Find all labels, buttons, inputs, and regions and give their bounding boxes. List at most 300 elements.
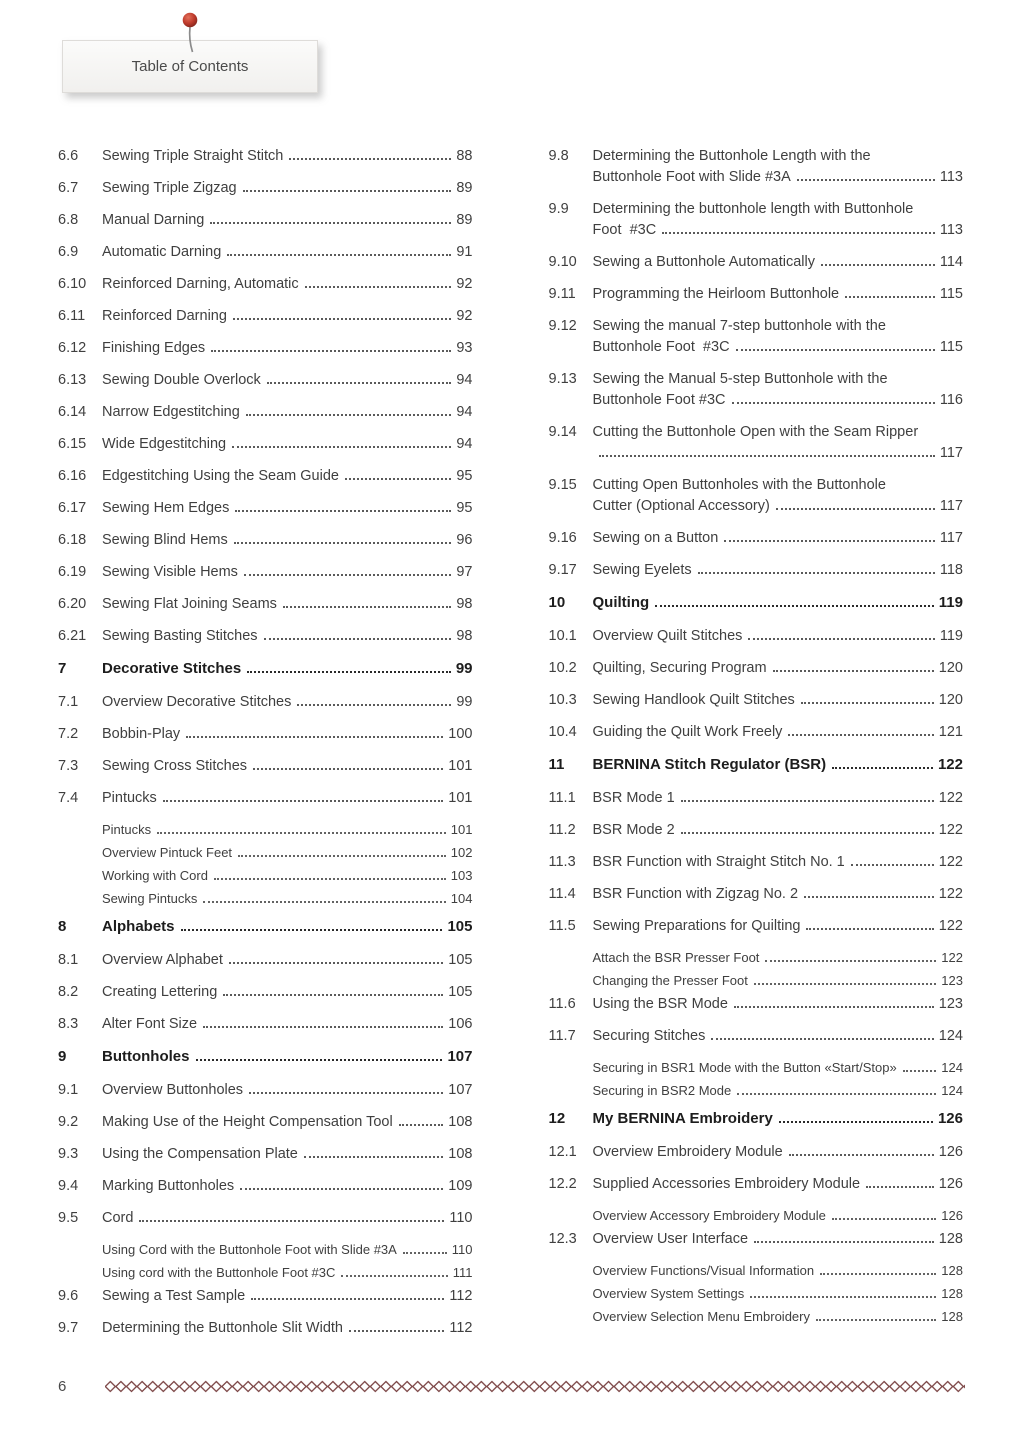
toc-entry-number: 9.11 <box>548 286 576 302</box>
toc-entry-number: 6.10 <box>58 276 87 292</box>
toc-entry-number: 6.18 <box>58 532 87 548</box>
toc-entry-title: Sewing the Manual 5-step Buttonhole with the <box>592 371 888 387</box>
toc-entry-title: Pintucks <box>102 790 157 806</box>
toc-entry <box>549 1108 964 1129</box>
toc-entry-page: 122 <box>938 886 963 902</box>
toc-entry-page: 89 <box>456 180 473 196</box>
toc-entry-body <box>102 756 473 777</box>
toc-entry <box>58 982 473 1003</box>
toc-entry-page: 128 <box>941 1263 963 1278</box>
toc-entry-number: 9 <box>58 1048 67 1065</box>
toc-entry-number: 6.19 <box>58 564 87 580</box>
toc-entry-body <box>102 146 473 167</box>
toc-entry-page: 102 <box>450 845 473 860</box>
dot-leader <box>734 1006 934 1008</box>
toc-entry-body <box>593 754 964 775</box>
toc-entry-title: Overview User Interface <box>592 1231 749 1247</box>
toc-entry <box>549 820 964 841</box>
toc-entry-body <box>102 889 473 908</box>
dot-leader <box>754 983 936 985</box>
toc-entry-page: 113 <box>939 169 963 185</box>
diamond-chain-border <box>105 1380 965 1393</box>
toc-entry <box>549 1058 964 1077</box>
toc-entry-body <box>593 1307 964 1326</box>
toc-entry-title: Buttonholes <box>102 1048 190 1065</box>
toc-entry-title: Sewing Pintucks <box>102 891 198 906</box>
toc-entry <box>549 1307 964 1326</box>
toc-tab <box>62 40 318 93</box>
toc-entry <box>58 820 473 839</box>
toc-entry-page: 97 <box>456 564 473 580</box>
toc-entry <box>58 1286 473 1307</box>
toc-entry-title: Buttonhole Foot #3C <box>592 392 726 408</box>
toc-entry-page: 92 <box>456 308 473 324</box>
dot-leader <box>345 478 451 480</box>
toc-entry-title: Cord <box>102 1210 134 1226</box>
toc-entry-body <box>102 306 473 327</box>
pin-icon <box>177 10 203 62</box>
toc-entry <box>58 466 473 487</box>
toc-entry <box>549 658 964 679</box>
toc-entry <box>58 434 473 455</box>
toc-entry-body <box>102 594 473 615</box>
toc-entry <box>549 316 964 358</box>
dot-leader <box>240 1188 443 1190</box>
dot-leader <box>655 605 934 607</box>
toc-entry <box>549 146 964 188</box>
toc-entry-page: 91 <box>456 244 473 260</box>
toc-entry <box>58 1112 473 1133</box>
toc-entry-number: 9.6 <box>58 1288 79 1304</box>
toc-entry <box>549 884 964 905</box>
toc-entry-number: 10 <box>548 594 566 611</box>
toc-entry-number: 9.2 <box>58 1114 79 1130</box>
dot-leader <box>211 350 451 352</box>
dot-leader <box>341 1275 447 1277</box>
toc-entry-title: Cutter (Optional Accessory) <box>592 498 770 514</box>
toc-entry-number: 6.14 <box>58 404 87 420</box>
toc-entry-number: 7.3 <box>58 758 79 774</box>
toc-entry-page: 95 <box>456 468 473 484</box>
toc-entry-title: Overview System Settings <box>592 1286 745 1301</box>
toc-entry-page: 104 <box>450 891 473 906</box>
toc-entry-number: 11.1 <box>548 790 576 806</box>
toc-entry-page: 101 <box>448 758 473 774</box>
toc-entry-number <box>58 889 102 908</box>
toc-entry-title: Sewing Handlook Quilt Stitches <box>592 692 795 708</box>
toc-entry-title: Sewing Double Overlock <box>102 372 261 388</box>
toc-entry-page: 114 <box>939 254 963 270</box>
toc-entry-body <box>102 498 473 519</box>
toc-entry-title: Narrow Edgestitching <box>102 404 240 420</box>
toc-entry-title: BSR Function with Straight Stitch No. 1 <box>592 854 845 870</box>
toc-entry-body <box>593 369 964 411</box>
toc-entry-body <box>102 866 473 885</box>
toc-entry-title: Sewing on a Button <box>592 530 719 546</box>
toc-entry-body <box>593 316 964 358</box>
toc-entry-title: Using Cord with the Buttonhole Foot with Slide #3A <box>102 1242 397 1257</box>
dot-leader <box>765 960 936 962</box>
toc-entry <box>58 889 473 908</box>
dot-leader <box>698 572 935 574</box>
toc-entry-body <box>102 1112 473 1133</box>
toc-entry-body <box>593 284 964 305</box>
toc-entry-number: 6.12 <box>58 340 87 356</box>
toc-entry-body <box>593 722 964 743</box>
toc-entry-body <box>593 994 964 1015</box>
dot-leader <box>662 232 935 234</box>
dot-leader <box>711 1038 933 1040</box>
toc-entry-body <box>593 1058 964 1077</box>
toc-entry-title: Foot #3C <box>592 222 657 238</box>
toc-entry-title: Supplied Accessories Embroidery Module <box>592 1176 861 1192</box>
dot-leader <box>163 800 443 802</box>
toc-entry-number: 9.17 <box>548 562 577 578</box>
dot-leader <box>779 1121 933 1123</box>
dot-leader <box>832 1218 936 1220</box>
toc-entry-title: Programming the Heirloom Buttonhole <box>592 286 840 302</box>
toc-entry-page: 122 <box>938 822 963 838</box>
toc-entry <box>58 1318 473 1339</box>
toc-entry-number: 9.16 <box>548 530 577 546</box>
toc-entry-body <box>102 1263 473 1282</box>
toc-entry-number <box>58 843 102 862</box>
dot-leader <box>804 896 934 898</box>
toc-entry-page: 116 <box>939 392 963 408</box>
toc-entry-body <box>102 434 473 455</box>
toc-entry-body <box>102 843 473 862</box>
toc-entry-page: 117 <box>939 498 963 514</box>
toc-entry-number: 9.15 <box>548 477 577 493</box>
toc-entry-body <box>593 658 964 679</box>
dot-leader <box>736 349 935 351</box>
toc-entry-number: 6.15 <box>58 436 87 452</box>
toc-entry-title: Cutting Open Buttonholes with the Buttonhole <box>592 477 886 493</box>
toc-entry <box>549 284 964 305</box>
toc-entry-number <box>549 1307 593 1326</box>
toc-entry-page: 112 <box>449 1288 473 1304</box>
toc-entry-page: 120 <box>938 660 963 676</box>
toc-entry <box>549 369 964 411</box>
toc-entry-title: Overview Accessory Embroidery Module <box>592 1208 826 1223</box>
toc-entry-body <box>593 852 964 873</box>
toc-entry-page: 115 <box>939 286 963 302</box>
dot-leader <box>267 382 452 384</box>
toc-entry-body <box>102 626 473 647</box>
toc-entry-title: Sewing a Test Sample <box>102 1288 246 1304</box>
dot-leader <box>247 671 451 673</box>
toc-entry-body <box>593 1261 964 1280</box>
dot-leader <box>816 1319 936 1321</box>
toc-entry <box>549 1081 964 1100</box>
toc-entry-title: Buttonhole Foot #3C <box>592 339 730 355</box>
toc-entry <box>549 1174 964 1195</box>
toc-entry-number: 6.11 <box>58 308 86 324</box>
toc-entry-title: Overview Quilt Stitches <box>592 628 743 644</box>
toc-entry-title: Sewing Basting Stitches <box>102 628 258 644</box>
dot-leader <box>732 402 935 404</box>
dot-leader <box>750 1296 936 1298</box>
toc-entry-body <box>102 338 473 359</box>
dot-leader <box>773 670 934 672</box>
toc-entry-title: BSR Function with Zigzag No. 2 <box>592 886 799 902</box>
toc-entry-number: 10.1 <box>548 628 577 644</box>
toc-entry-body <box>593 560 964 581</box>
toc-entry-page: 119 <box>938 594 963 611</box>
toc-entry-title: Bobbin-Play <box>102 726 181 742</box>
dot-leader <box>754 1241 934 1243</box>
toc-entry-page: 123 <box>941 973 963 988</box>
toc-entry-title: My BERNINA Embroidery <box>592 1110 773 1127</box>
toc-entry-title: Quilting, Securing Program <box>592 660 767 676</box>
toc-entry-title: Overview Alphabet <box>102 952 223 968</box>
dot-leader <box>737 1093 936 1095</box>
toc-entry-body <box>593 475 964 517</box>
toc-entry-number: 9.5 <box>58 1210 79 1226</box>
dot-leader <box>748 638 934 640</box>
toc-entry <box>549 852 964 873</box>
toc-entry <box>58 692 473 713</box>
toc-entry-number: 11.3 <box>548 854 576 870</box>
toc-entry <box>58 338 473 359</box>
dot-leader <box>599 455 935 457</box>
toc-entry-body <box>593 146 964 188</box>
toc-entry-title: Manual Darning <box>102 212 205 228</box>
toc-entry <box>549 528 964 549</box>
toc-entry-body <box>593 1284 964 1303</box>
toc-entry-page: 108 <box>448 1114 473 1130</box>
toc-column-right <box>549 146 964 1350</box>
toc-entry-number: 10.3 <box>548 692 577 708</box>
toc-entry-page: 105 <box>448 984 473 1000</box>
dot-leader <box>203 901 445 903</box>
toc-entry-page: 106 <box>448 1016 473 1032</box>
toc-entry-title: Guiding the Quilt Work Freely <box>592 724 783 740</box>
toc-entry-number: 11.2 <box>548 822 576 838</box>
toc-entry-body <box>593 422 964 464</box>
dot-leader <box>243 190 452 192</box>
toc-entry <box>58 1240 473 1259</box>
toc-entry-body <box>102 1080 473 1101</box>
toc-entry-title: Reinforced Darning, Automatic <box>102 276 299 292</box>
toc-entry-title: Overview Functions/Visual Information <box>592 1263 815 1278</box>
toc-entry-number: 9.7 <box>58 1320 79 1336</box>
dot-leader <box>246 414 452 416</box>
toc-entry-body <box>593 820 964 841</box>
toc-entry <box>58 658 473 679</box>
dot-leader <box>157 832 446 834</box>
dot-leader <box>820 1273 936 1275</box>
toc-entry-title: Alter Font Size <box>102 1016 198 1032</box>
toc-entry-number: 12.1 <box>548 1144 577 1160</box>
toc-entry-number: 7.1 <box>58 694 79 710</box>
dot-leader <box>681 800 934 802</box>
toc-entry-body <box>102 530 473 551</box>
toc-entry-title: Quilting <box>592 594 650 611</box>
toc-entry-page: 124 <box>938 1028 963 1044</box>
dot-leader <box>724 540 935 542</box>
toc-entry-body <box>102 210 473 231</box>
toc-entry-title: Wide Edgestitching <box>102 436 227 452</box>
dot-leader <box>235 510 451 512</box>
toc-entry-number <box>549 1081 593 1100</box>
toc-entry-body <box>102 466 473 487</box>
toc-entry-body <box>102 692 473 713</box>
dot-leader <box>845 296 935 298</box>
toc-entry-title: Overview Decorative Stitches <box>102 694 292 710</box>
toc-entry-page: 99 <box>456 694 473 710</box>
toc-entry <box>58 1208 473 1229</box>
toc-entry-body <box>593 252 964 273</box>
toc-entry-page: 101 <box>450 822 473 837</box>
toc-entry-number: 11.6 <box>548 996 576 1012</box>
toc-entry-title: Using cord with the Buttonhole Foot #3C <box>102 1265 336 1280</box>
dot-leader <box>244 574 451 576</box>
toc-entry <box>549 971 964 990</box>
toc-entry-page: 105 <box>447 918 473 935</box>
toc-entry-number: 9.4 <box>58 1178 79 1194</box>
toc-entry <box>58 242 473 263</box>
toc-entry-body <box>102 1318 473 1339</box>
dot-leader <box>233 318 451 320</box>
toc-entry-page: 110 <box>449 1210 473 1226</box>
toc-entry-body <box>102 724 473 745</box>
toc-entry-title: BSR Mode 2 <box>592 822 675 838</box>
toc-entry <box>549 1284 964 1303</box>
toc-entry-title: Sewing Blind Hems <box>102 532 228 548</box>
toc-column-left <box>58 146 473 1350</box>
toc-entry-page: 117 <box>939 445 963 461</box>
toc-entry <box>58 498 473 519</box>
toc-entry <box>58 402 473 423</box>
toc-entry-number: 6.21 <box>58 628 87 644</box>
toc-entry <box>58 1080 473 1101</box>
dot-leader <box>403 1252 447 1254</box>
toc-entry <box>58 274 473 295</box>
toc-entry-page: 126 <box>938 1176 963 1192</box>
toc-entry-title: Attach the BSR Presser Foot <box>592 950 760 965</box>
toc-entry-body <box>593 1081 964 1100</box>
toc-entry <box>549 916 964 937</box>
toc-entry-title: Securing Stitches <box>592 1028 706 1044</box>
toc-entry-body <box>593 1026 964 1047</box>
toc-entry-page: 92 <box>456 276 473 292</box>
dot-leader <box>821 264 935 266</box>
toc-entry-page: 107 <box>447 1048 473 1065</box>
toc-entry-page: 122 <box>938 918 963 934</box>
toc-entry-number: 9.13 <box>548 371 577 387</box>
toc-entry <box>58 562 473 583</box>
toc-entry-title: Securing in BSR1 Mode with the Button «Start/Stop» <box>592 1060 897 1075</box>
toc-entry <box>549 1206 964 1225</box>
toc-entry-number: 6.9 <box>58 244 79 260</box>
toc-entry-number: 12.2 <box>548 1176 577 1192</box>
toc-entry-page: 99 <box>455 660 473 677</box>
toc-entry-page: 109 <box>448 1178 473 1194</box>
toc-entry-title: Finishing Edges <box>102 340 206 356</box>
toc-entry <box>58 1263 473 1282</box>
toc-entry-body <box>102 1046 473 1067</box>
toc-entry-title: Cutting the Buttonhole Open with the Seam Ripper <box>592 424 919 440</box>
toc-entry-title: Making Use of the Height Compensation Tool <box>102 1114 393 1130</box>
toc-entry-page: 122 <box>937 756 963 773</box>
toc-entry-number <box>549 1261 593 1280</box>
dot-leader <box>776 508 935 510</box>
toc-entry-title: Determining the Buttonhole Length with the <box>592 148 871 164</box>
toc-entry-body <box>102 1176 473 1197</box>
toc-entry-body <box>102 1144 473 1165</box>
toc-entry-number: 6.13 <box>58 372 87 388</box>
toc-entry-title: Sewing the manual 7-step buttonhole with the <box>592 318 886 334</box>
toc-entry-number <box>549 1284 593 1303</box>
toc-entry-number: 8.3 <box>58 1016 79 1032</box>
toc-entry-page: 105 <box>448 952 473 968</box>
toc-entry <box>549 475 964 517</box>
toc-entry-page: 94 <box>456 436 473 452</box>
toc-entry <box>58 306 473 327</box>
toc-entry-body <box>102 1286 473 1307</box>
toc-entry-number <box>58 1263 102 1282</box>
toc-entry-page: 88 <box>456 148 473 164</box>
toc-entry-title: Determining the Buttonhole Slit Width <box>102 1320 343 1336</box>
toc-entry-number <box>549 948 593 967</box>
toc-entry-body <box>593 592 964 613</box>
toc-entry <box>549 1261 964 1280</box>
toc-entry-number: 9.3 <box>58 1146 79 1162</box>
toc-entry <box>58 178 473 199</box>
toc-entry-number <box>549 1206 593 1225</box>
toc-entry-page: 123 <box>938 996 963 1012</box>
toc-entry <box>549 754 964 775</box>
toc-entry-number <box>549 971 593 990</box>
dot-leader <box>399 1124 444 1126</box>
toc-entry-page: 122 <box>941 950 963 965</box>
toc-entry-body <box>102 982 473 1003</box>
toc-entry-title: Changing the Presser Foot <box>592 973 748 988</box>
toc-entry-number: 8.2 <box>58 984 79 1000</box>
toc-entry <box>58 950 473 971</box>
toc-entry <box>58 916 473 937</box>
toc-entry-title: Sewing Cross Stitches <box>102 758 248 774</box>
toc-entry <box>58 1014 473 1035</box>
dot-leader <box>283 606 451 608</box>
toc-entry-page: 124 <box>941 1083 963 1098</box>
toc-entry <box>549 948 964 967</box>
toc-entry-body <box>593 948 964 967</box>
toc-entry-title: BSR Mode 1 <box>592 790 675 806</box>
toc-entry <box>58 626 473 647</box>
toc-entry <box>58 1144 473 1165</box>
toc-entry-title: Determining the buttonhole length with Buttonhole <box>592 201 914 217</box>
toc-entry-number: 9.10 <box>548 254 577 270</box>
toc-entry-page: 126 <box>941 1208 963 1223</box>
toc-entry-page: 93 <box>456 340 473 356</box>
dot-leader <box>251 1298 444 1300</box>
dot-leader <box>304 1156 443 1158</box>
toc-entry <box>549 560 964 581</box>
toc-entry-title: Sewing Preparations for Quilting <box>592 918 801 934</box>
dot-leader <box>181 929 443 931</box>
toc-entry-page: 89 <box>456 212 473 228</box>
dot-leader <box>797 179 935 181</box>
toc-entry <box>549 1229 964 1250</box>
toc-entry-title: Sewing Flat Joining Seams <box>102 596 277 612</box>
toc-entry <box>58 146 473 167</box>
toc-entry-number: 6.20 <box>58 596 87 612</box>
toc-entry-page: 107 <box>448 1082 473 1098</box>
toc-entry-number: 6.17 <box>58 500 87 516</box>
page-footer <box>58 1378 965 1395</box>
